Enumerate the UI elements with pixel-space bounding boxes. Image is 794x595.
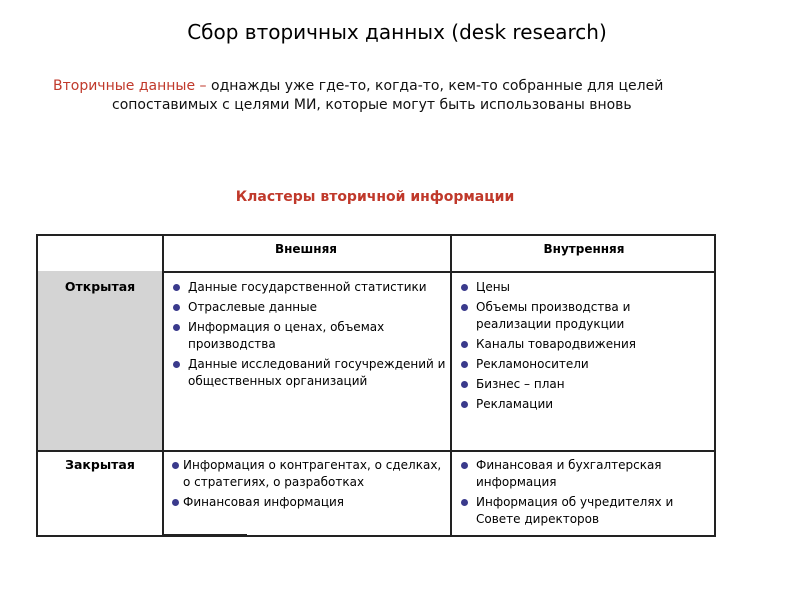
cluster-title: Кластеры вторичной информации (235, 189, 515, 205)
list-item: Информация о контрагентах, о сделках, о стратегиях, о разработках (172, 457, 448, 491)
header-divider (162, 271, 716, 273)
list-item: Финансовая информация (172, 494, 448, 511)
list-item: Рекламации (456, 396, 686, 413)
list-item: Цены (456, 279, 686, 296)
open-internal-list (456, 279, 686, 416)
open-external-list (168, 279, 448, 393)
column-divider-2 (450, 236, 452, 535)
column-divider-1 (162, 236, 164, 535)
row-label-open: Открытая (64, 279, 136, 294)
list-item: Рекламоносители (456, 356, 686, 373)
list-item: Финансовая и бухгалтерская информация (456, 457, 706, 491)
list-item: Информация об учредителях и Совете директоров (456, 494, 706, 528)
row-divider (38, 450, 716, 452)
list-item: Объемы производства и реализации продукции (456, 299, 686, 333)
list-item: Отраслевые данные (168, 299, 448, 316)
list-item: Данные исследований госучреждений и общественных организаций (168, 356, 448, 390)
column-header-internal: Внутренняя (543, 242, 625, 256)
row-label-shading (38, 271, 162, 451)
list-item: Каналы товародвижения (456, 336, 686, 353)
definition-term: Вторичные данные – (53, 78, 211, 94)
definition-line2: сопоставимых с целями МИ, которые могут быть использованы вновь (112, 97, 632, 113)
definition-text (53, 77, 743, 115)
closed-internal-list (456, 457, 706, 531)
list-item: Бизнес – план (456, 376, 686, 393)
page-title: Сбор вторичных данных (desk research) (187, 20, 607, 44)
column-header-external: Внешняя (274, 242, 338, 256)
list-item: Данные государственной статистики (168, 279, 448, 296)
closed-external-list (172, 457, 448, 514)
row-label-closed: Закрытая (65, 457, 135, 472)
definition-line1: однажды уже где-то, когда-то, кем-то собранные для целей (211, 78, 664, 94)
clusters-table (36, 234, 716, 537)
underline-stub (163, 534, 247, 536)
list-item: Информация о ценах, объемах производства (168, 319, 448, 353)
